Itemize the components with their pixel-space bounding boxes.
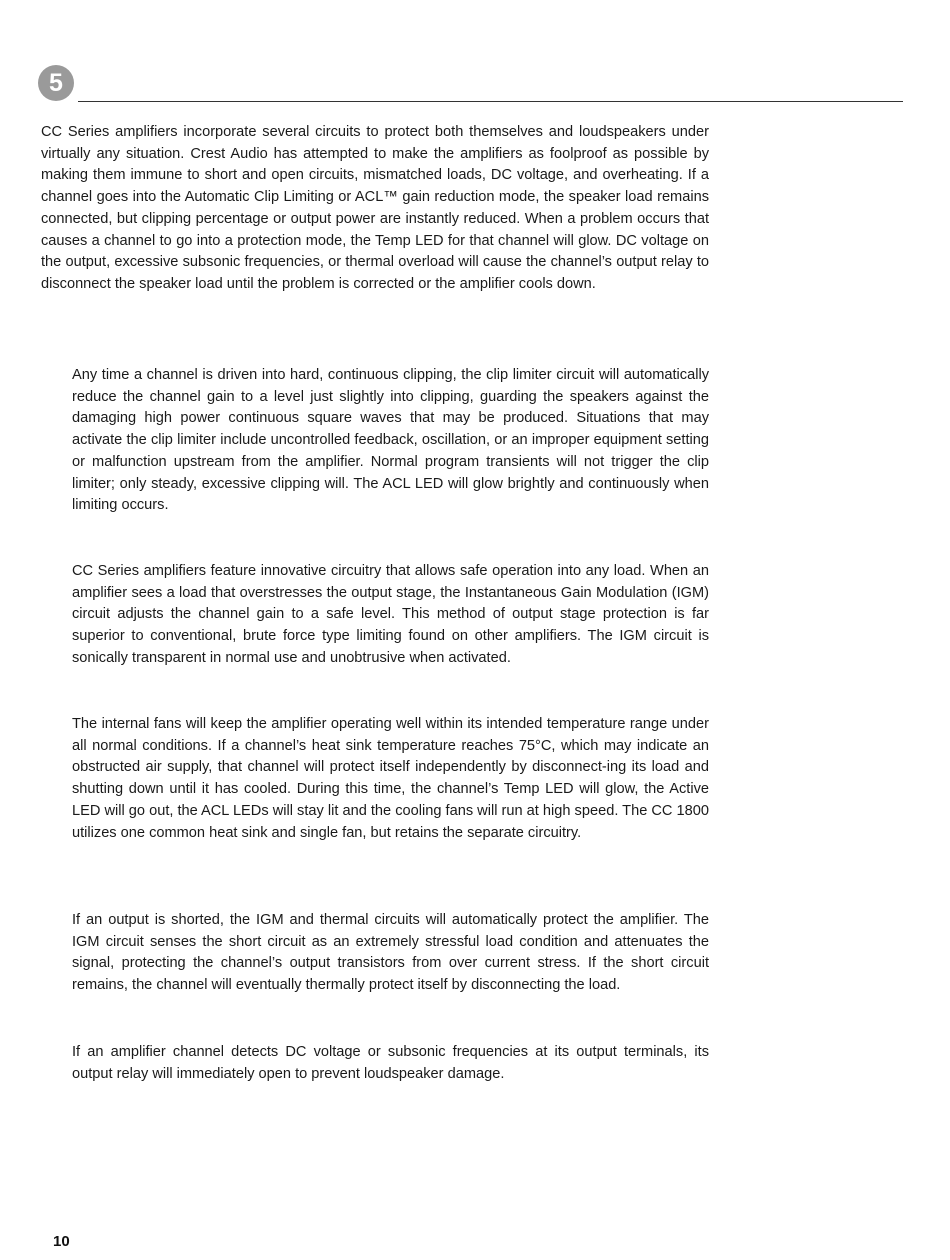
header-divider xyxy=(78,101,903,102)
igm-paragraph: CC Series amplifiers feature innovative circuitry that allows safe operation into any load. When an amplifier sees a load that overstresses the output stage, the Instantaneous Gain Modulation (IGM) circuit adjusts the channel gain to a safe level. This method of output stage protection is far superior to conventional, brute force type limiting found on other amplifiers. The IGM circuit is sonically transparent in normal use and unobtrusive when activated. xyxy=(72,563,709,666)
section-number-badge: 5 xyxy=(38,65,74,101)
clip-limiter-paragraph: Any time a channel is driven into hard, continuous clipping, the clip limiter circuit will automatically reduce the channel gain to a level just slightly into clipping, guarding the speakers against the damaging high power continuous square waves that may be produced. Situations that may activate the clip limiter include uncontrolled feedback, oscillation, or an improper equipment setting or malfunction upstream from the amplifier. Normal program transients will not trigger the clip limiter; only steady, excessive clipping will. The ACL LED will glow brightly and continuously when limiting occurs. xyxy=(72,367,709,514)
thermal-paragraph: The internal fans will keep the amplifier operating well within its intended temperature range under all normal conditions. If a channel’s heat sink temperature reaches 75°C, which may indicate an obstructed air supply, that channel will protect itself independently by disconnect-ing its load and shutting down until it has cooled. During this time, the channel’s Temp LED will glow, the Active LED will go out, the ACL LEDs will stay lit and the cooling fans will run at high speed. The CC 1800 utilizes one common heat sink and single fan, but retains the separate circuitry. xyxy=(72,716,709,841)
dc-protection-paragraph: If an amplifier channel detects DC voltage or subsonic frequencies at its output terminals, its output relay will immediately open to prevent loudspeaker damage. xyxy=(72,1044,709,1082)
short-circuit-paragraph: If an output is shorted, the IGM and thermal circuits will automatically protect the amplifier. The IGM circuit senses the short circuit as an extremely stressful load condition and attenuates the signal, protecting the channel’s output transistors from over current stress. If the short circuit remains, the channel will eventually thermally protect itself by disconnecting the load. xyxy=(72,912,709,994)
page-number: 10 xyxy=(53,1233,70,1250)
intro-paragraph: CC Series amplifiers incorporate several circuits to protect both themselves and loudspeakers under virtually any situation. Crest Audio has attempted to make the amplifiers as foolproof as possible by making them immune to short and open circuits, mismatched loads, DC voltage, and overheating. If a channel goes into the Automatic Clip Limiting or ACL™ gain reduction mode, the speaker load remains connected, but clipping percentage or output power are instantly reduced. When a problem occurs that causes a channel to go into a protection mode, the Temp LED for that channel will glow. DC voltage on the output, excessive subsonic frequencies, or thermal overload will cause the channel’s output relay to disconnect the speaker load until the problem is corrected or the amplifier cools down. xyxy=(41,124,709,292)
